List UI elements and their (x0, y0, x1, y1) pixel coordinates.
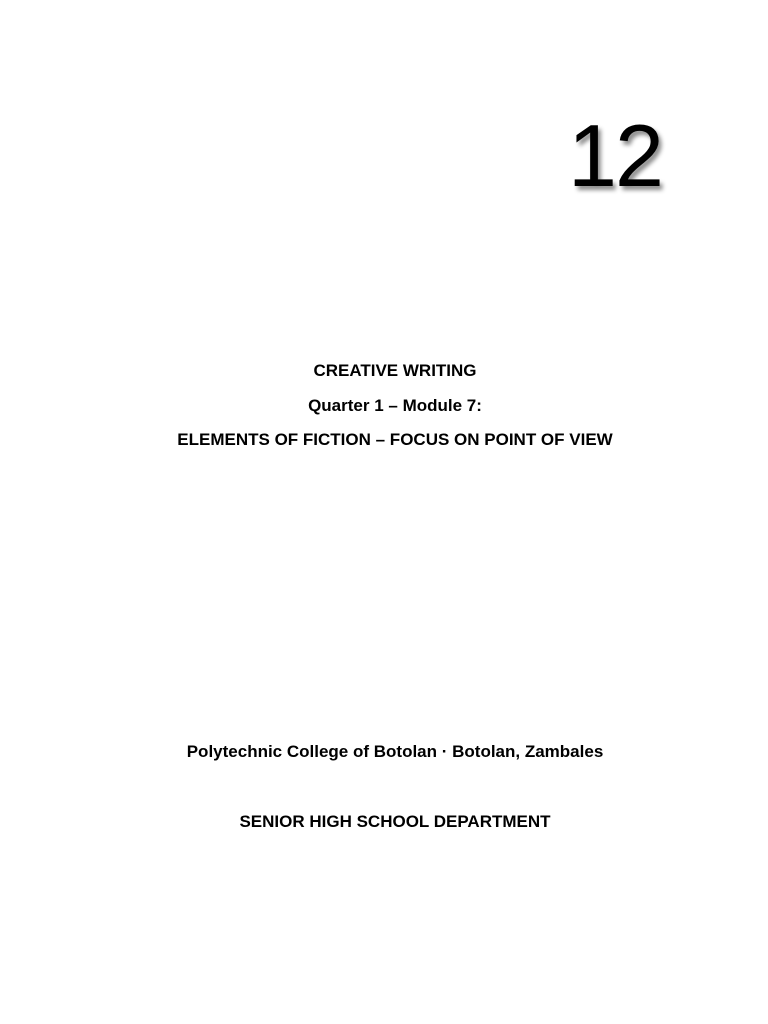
grade-level-number: 12 (568, 106, 662, 205)
module-topic: ELEMENTS OF FICTION – FOCUS ON POINT OF VIEW (177, 430, 613, 449)
subject-title: CREATIVE WRITING (313, 361, 477, 380)
department-name: SENIOR HIGH SCHOOL DEPARTMENT (239, 812, 551, 831)
module-label: Quarter 1 – Module 7: (308, 396, 482, 415)
institution-name: Polytechnic College of Botolan · Botolan, Zambales (186, 742, 604, 761)
